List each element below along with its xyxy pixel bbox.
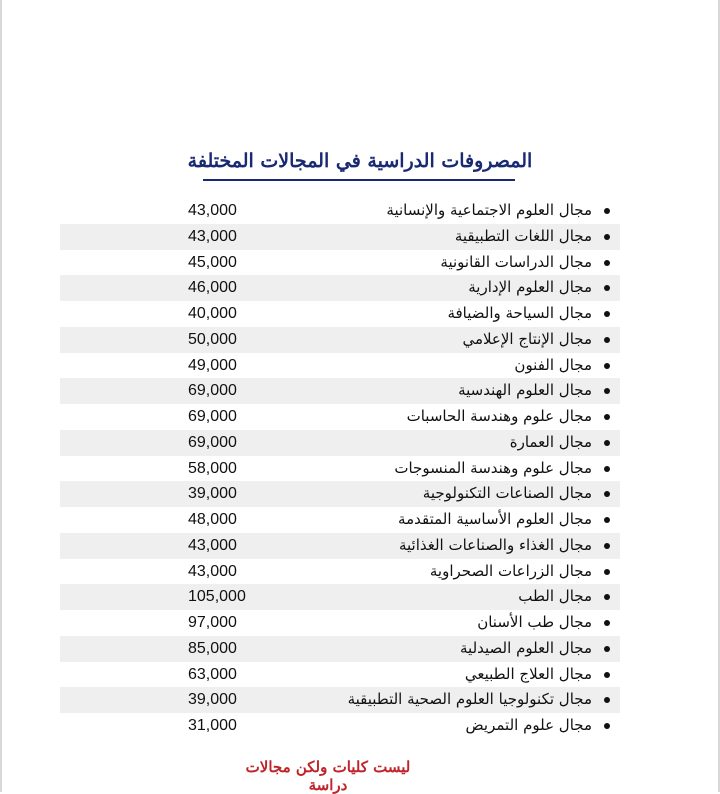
list-item — [60, 327, 620, 353]
bullet-icon — [604, 414, 610, 420]
item-label: مجال العلوم الإدارية — [468, 278, 592, 297]
list-item — [60, 456, 620, 482]
item-value: 48,000 — [188, 511, 237, 528]
item-label: مجال العمارة — [509, 432, 592, 451]
item-value: 50,000 — [188, 330, 237, 348]
list-item — [60, 507, 620, 533]
item-label: مجال علوم التمريض — [465, 716, 592, 734]
bullet-icon — [604, 466, 610, 472]
title-underline — [203, 179, 515, 181]
item-value: 31,000 — [188, 717, 237, 734]
bullet-icon — [604, 517, 610, 523]
item-label: مجال الدراسات القانونية — [440, 252, 592, 271]
item-value: 46,000 — [188, 279, 237, 297]
item-value: 40,000 — [188, 305, 237, 322]
item-value: 43,000 — [188, 562, 237, 580]
list-item — [60, 584, 620, 610]
fees-list — [60, 198, 620, 739]
bullet-icon — [604, 672, 610, 678]
item-label: مجال العلوم الاجتماعية والإنسانية — [386, 201, 592, 219]
list-item — [60, 687, 620, 713]
item-label: مجال العلوم الأساسية المتقدمة — [398, 510, 592, 528]
list-item — [60, 533, 620, 559]
list-item — [60, 636, 620, 662]
bullet-icon — [604, 285, 610, 291]
list-item — [60, 275, 620, 301]
list-item — [60, 713, 620, 739]
item-value: 105,000 — [188, 588, 246, 606]
bullet-icon — [604, 594, 610, 600]
list-item — [60, 559, 620, 585]
bullet-icon — [604, 646, 610, 652]
item-label: مجال الغذاء والصناعات الغذائية — [398, 535, 592, 554]
item-label: مجال العلاج الطبيعي — [464, 664, 592, 683]
item-value: 69,000 — [188, 408, 237, 425]
bullet-icon — [604, 388, 610, 394]
item-value: 43,000 — [188, 536, 237, 554]
item-value: 49,000 — [188, 356, 237, 374]
bullet-icon — [604, 208, 610, 214]
item-label: مجال الإنتاج الإعلامي — [462, 329, 592, 348]
item-label: مجال الفنون — [514, 355, 592, 374]
item-value: 39,000 — [188, 485, 237, 503]
item-label: مجال علوم وهندسة الحاسبات — [406, 407, 592, 425]
item-label: مجال اللغات التطبيقية — [454, 226, 592, 245]
bullet-icon — [604, 311, 610, 317]
item-value: 58,000 — [188, 459, 237, 477]
list-item — [60, 481, 620, 507]
bullet-icon — [604, 440, 610, 446]
item-value: 43,000 — [188, 202, 237, 219]
bullet-icon — [604, 697, 610, 703]
bullet-icon — [604, 543, 610, 549]
bullet-icon — [604, 234, 610, 240]
item-value: 69,000 — [188, 433, 237, 451]
list-item — [60, 301, 620, 327]
list-item — [60, 610, 620, 636]
item-label: مجال طب الأسنان — [477, 613, 592, 631]
item-value: 43,000 — [188, 227, 237, 245]
item-label: مجال السياحة والضيافة — [447, 304, 592, 322]
bullet-icon — [604, 620, 610, 626]
page-title: المصروفات الدراسية في المجالات المختلفة — [187, 150, 533, 172]
item-value: 69,000 — [188, 382, 237, 400]
item-label: مجال الطب — [518, 587, 592, 606]
item-value: 63,000 — [188, 665, 237, 683]
item-label: مجال العلوم الهندسية — [458, 381, 592, 400]
bullet-icon — [604, 337, 610, 343]
list-item — [60, 430, 620, 456]
bullet-icon — [604, 723, 610, 729]
bullet-icon — [604, 491, 610, 497]
item-value: 45,000 — [188, 253, 237, 271]
footer-note: ليست كليات ولكن مجالات دراسة — [245, 758, 411, 794]
list-item — [60, 404, 620, 430]
list-item — [60, 250, 620, 276]
list-item — [60, 224, 620, 250]
item-label: مجال العلوم الصيدلية — [460, 638, 592, 657]
item-value: 85,000 — [188, 639, 237, 657]
item-value: 97,000 — [188, 614, 237, 631]
item-label: مجال تكنولوجيا العلوم الصحية التطبيقية — [347, 690, 592, 709]
bullet-icon — [604, 363, 610, 369]
list-item — [60, 378, 620, 404]
item-label: مجال الصناعات التكنولوجية — [422, 484, 592, 503]
bullet-icon — [604, 260, 610, 266]
list-item — [60, 662, 620, 688]
item-label: مجال علوم وهندسة المنسوجات — [394, 458, 592, 477]
bullet-icon — [604, 569, 610, 575]
item-label: مجال الزراعات الصحراوية — [429, 561, 592, 580]
list-item — [60, 353, 620, 379]
list-item — [60, 198, 620, 224]
item-value: 39,000 — [188, 691, 237, 709]
